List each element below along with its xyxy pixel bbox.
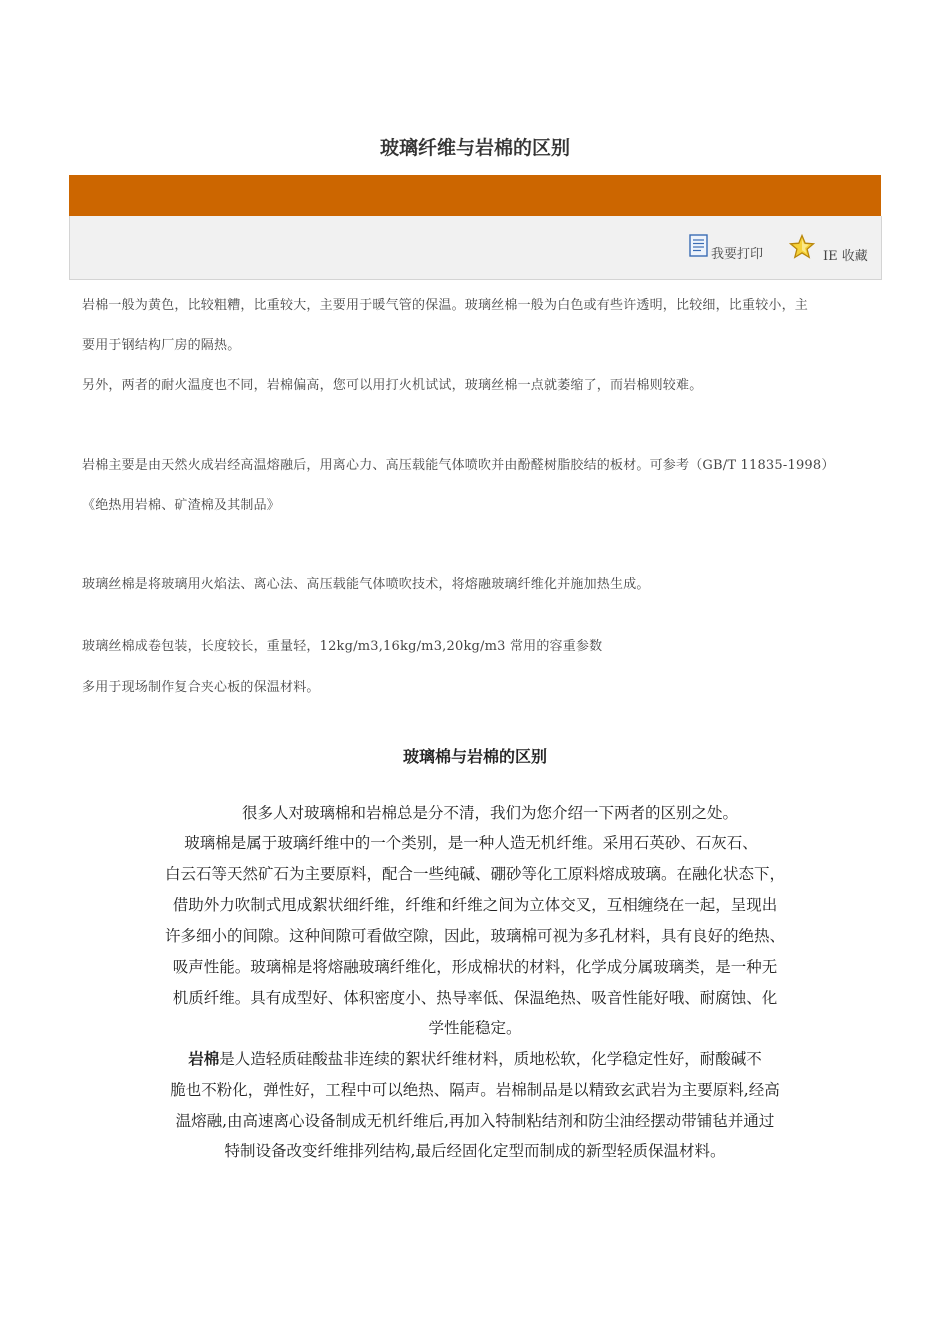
article-line: 岩棉主要是由天然火成岩经高温熔融后，用离心力、高压载能气体喷吹并由酚醛树脂胶结的板材。可参考（GB/T 11835-1998）: [82, 458, 835, 473]
article-line: 岩棉一般为黄色，比较粗糟，比重较大，主要用于暖气管的保温。玻璃丝棉一般为白色或有些许透明，比较细，比重较小，主: [82, 298, 809, 313]
favorite-button[interactable]: [789, 234, 868, 264]
section-line: 机质纤维。具有成型好、体积密度小、热导率低、保温绝热、吸音性能好哦、耐腐蚀、化: [172, 989, 778, 1007]
star-icon: [789, 234, 815, 264]
favorite-label: IE 收藏: [823, 249, 868, 264]
section-line: 学性能稳定。: [428, 1019, 522, 1037]
article-line: 要用于钢结构厂房的隔热。: [82, 338, 241, 353]
article-line: 另外，两者的耐火温度也不同，岩棉偏高，您可以用打火机试试，玻璃丝棉一点就萎缩了，而岩棉则较难。: [82, 378, 703, 393]
section-line: 温熔融,由高速离心设备制成无机纤维后,再加入特制粘结剂和防尘油经摆动带铺毡并通过: [175, 1112, 775, 1130]
toolbar: [69, 216, 882, 280]
section-line: 脆也不粉化，弹性好，工程中可以绝热、隔声。岩棉制品是以精致玄武岩为主要原料,经高: [170, 1081, 780, 1099]
rock-wool-paragraph-first: [0, 1047, 950, 1069]
section-line: 吸声性能。玻璃棉是将熔融玻璃纤维化，形成棉状的材料，化学成分属玻璃类，是一种无: [172, 958, 778, 976]
article-line: 玻璃丝棉成卷包装，长度较长，重量轻，12kg/m3,16kg/m3,20kg/m3 常用的容重参数: [82, 639, 603, 654]
section-heading: 玻璃棉与岩棉的区别: [402, 747, 547, 766]
document-icon: [689, 234, 709, 262]
print-label: 我要打印: [711, 247, 764, 262]
section-line: 很多人对玻璃棉和岩棉总是分不清，我们为您介绍一下两者的区别之处。: [241, 804, 738, 822]
rock-wool-term: 岩棉: [188, 1050, 220, 1068]
header-bar: [69, 175, 881, 216]
section-line: 白云石等天然矿石为主要原料，配合一些纯碱、硼砂等化工原料熔成玻璃。在融化状态下，: [164, 865, 785, 883]
page-title: 玻璃纤维与岩棉的区别: [379, 137, 570, 159]
section-line: 许多细小的间隙。这种间隙可看做空隙，因此，玻璃棉可视为多孔材料，具有良好的绝热、: [164, 927, 785, 945]
article-line: 《绝热用岩棉、矿渣棉及其制品》: [82, 498, 281, 513]
article-line: 玻璃丝棉是将玻璃用火焰法、离心法、高压载能气体喷吹技术，将熔融玻璃纤维化并施加热生成。: [82, 577, 650, 592]
section-line: 借助外力吹制式甩成絮状细纤维，纤维和纤维之间为立体交叉，互相缠绕在一起，呈现出: [172, 896, 778, 914]
rock-wool-first-line: 是人造轻质硅酸盐非连续的絮状纤维材料，质地松软，化学稳定性好，耐酸碱不: [219, 1050, 762, 1068]
print-button[interactable]: [689, 234, 763, 262]
section-line: 玻璃棉是属于玻璃纤维中的一个类别，是一种人造无机纤维。采用石英砂、石灰石、: [184, 834, 758, 852]
section-line: 特制设备改变纤维排列结构,最后经固化定型而制成的新型轻质保温材料。: [224, 1142, 726, 1160]
article-line: 多用于现场制作复合夹心板的保温材料。: [82, 680, 320, 695]
